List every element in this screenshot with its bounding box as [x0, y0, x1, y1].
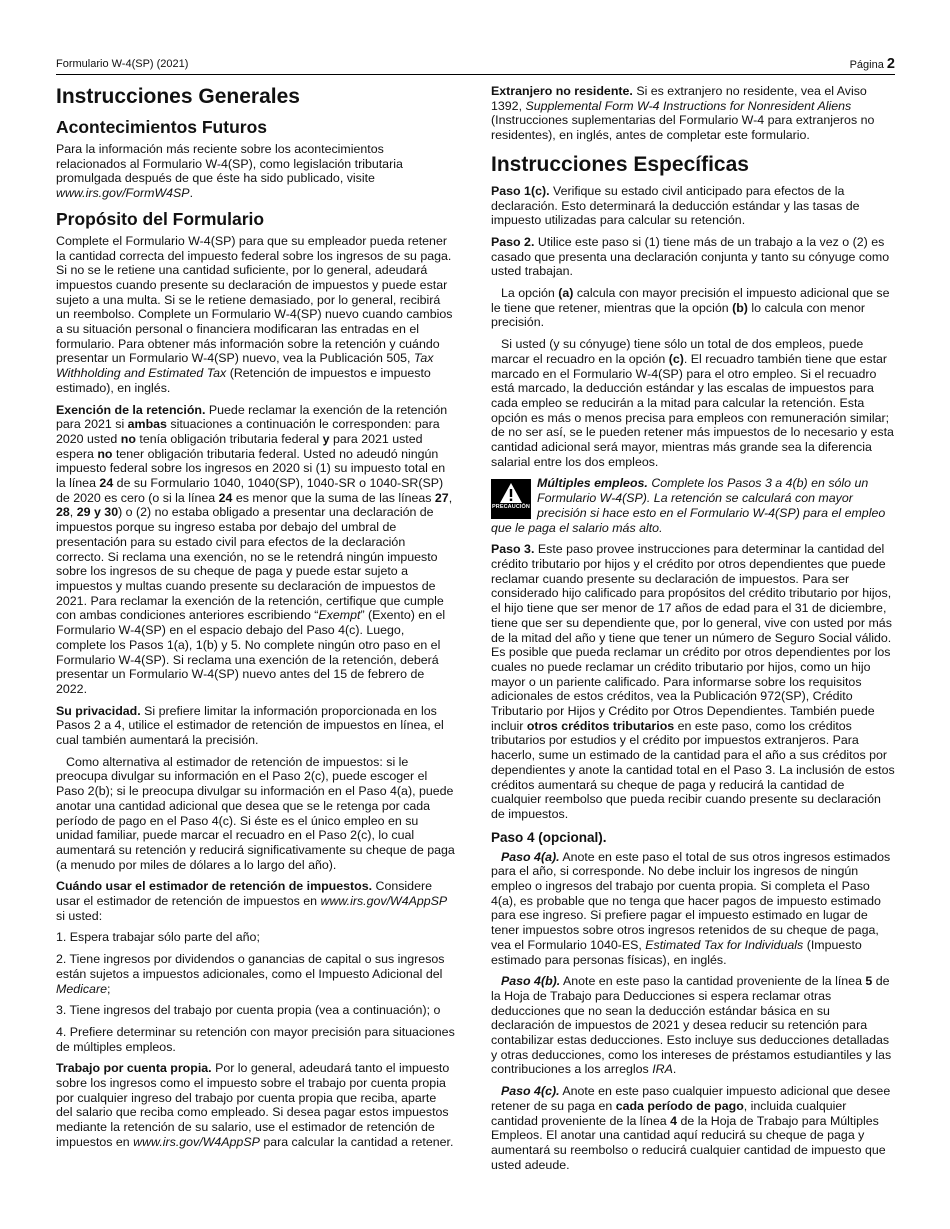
- step-3-paragraph: [491, 542, 895, 821]
- text: , incluida cualquier cantidad proveniente de la línea: [491, 1098, 847, 1128]
- line-ref: 4: [670, 1113, 678, 1128]
- text: Verifique su estado civil anticipado para efectos de la declaración. Esto determinará la deducción estándar y las tasas de impuesto utilizadas para calcular su retención.: [491, 183, 860, 228]
- text: La opción: [501, 286, 555, 301]
- text: es menor que la suma de las líneas: [235, 490, 432, 505]
- list-item: 3. Tiene ingresos del trabajo por cuenta propia (vea a continuación); o: [56, 1003, 441, 1018]
- emph: no: [120, 431, 136, 446]
- two-jobs-paragraph: [491, 337, 895, 469]
- text: si usted:: [56, 908, 103, 923]
- right-column: [491, 84, 895, 1179]
- caution-icon: [491, 479, 531, 519]
- page-number: 2: [886, 56, 895, 72]
- form-id: Formulario W-4(SP) (2021): [56, 58, 189, 70]
- caution-title: Múltiples empleos.: [537, 476, 648, 491]
- text: ;: [106, 981, 111, 996]
- list-item: [56, 952, 456, 996]
- step-title: Paso 4(c).: [501, 1084, 560, 1099]
- option-ref: (c): [668, 351, 684, 366]
- text: lo calcula con menor precisión.: [491, 300, 866, 330]
- step-4-heading: Paso 4 (opcional).: [491, 829, 607, 845]
- line-ref: 27: [434, 490, 449, 505]
- text: Para la información más reciente sobre los acontecimientos relacionados al Formulario W-4(SP), como legislación tributaria promulgada después de que éste ha sido publicado, visite: [56, 142, 403, 186]
- text: (Retención de impuestos e impuesto estimado), en inglés.: [56, 366, 431, 395]
- step-title: Paso 1(c).: [491, 183, 550, 198]
- text: .: [672, 1062, 677, 1077]
- option-ref: (a): [558, 286, 574, 301]
- text: tener obligación tributaria federal. Usted no adeudó ningún impuesto federal sobre los ingresos en 2020 si (1) su impuesto total en la línea: [56, 446, 446, 491]
- text: Si es extranjero no residente, vea el Aviso 1392,: [491, 84, 867, 113]
- when-estimator-paragraph: [56, 879, 456, 923]
- caution-label: PRECAUCIÓN: [492, 504, 530, 511]
- list-item: 4. Prefiere determinar su retención con mayor precisión para situaciones de múltiples empleos.: [56, 1024, 455, 1054]
- step-title: Paso 3.: [491, 542, 535, 557]
- step-title: Paso 2.: [491, 234, 535, 249]
- text: para calcular la cantidad a retener.: [263, 1134, 454, 1149]
- future-url: www.irs.gov/FormW4SP: [56, 186, 190, 201]
- self-employment-title: Trabajo por cuenta propia.: [56, 1061, 212, 1076]
- purpose-paragraph: [56, 234, 456, 396]
- emph: ambas: [127, 417, 167, 432]
- exemption-paragraph: Exención de la retención. Puede reclamar la exención de la retención para 2021 si ambas situaciones a continuación le corresponden: para 2020 usted no tenía obligación tributaria federal y para 2021 usted espera no tener obligación tributaria federal. Usted no adeudó ningún impuesto federal sobre los ingresos en 2020 si (1) su impuesto total en la línea 24 de su Formulario 1040, 1040(SP), 1040-SR o 1040-SR(SP) de 2020 es cero (o si la línea 24 es menor que la suma de las líneas 27, 28, 29 y 30) o (2) no estaba obligado a presentar una declaración de impuestos porque su ingreso estaba por debajo del umbral de presentación para su estado civil para efectos de la declaración correcto. Si reclama una exención, no se le retendrá ningún impuesto sobre los ingresos de su cheque de paga y puede estar sujeto a impuestos y multas cuando presente su declaración de impuestos de 2021. Para reclamar la exención de la retención, certifique que cumple con ambas condiciones anteriores escribiendo “Exempt” (Exento) en el Formulario W-4(SP) en el espacio debajo del Paso 4(c). Luego, complete los Pasos 1(a), 1(b) y 5. No complete ningún otro paso en el Formulario W-4(SP). Si reclama una exención de la retención, deberá presentar un Formulario W-4(SP) nuevo antes del 15 de febrero de 2022.: [56, 402, 453, 696]
- self-employment-paragraph: [56, 1061, 456, 1149]
- line-ref: 29: [76, 505, 91, 520]
- step-1c-paragraph: [491, 184, 895, 228]
- text: Complete el Formulario W-4(SP) para que su empleador pueda retener la cantidad correcta del impuesto federal sobre los ingresos de su paga. Si no se le retiene una cantidad suficiente, por lo general, adeudará impuestos cuando presente su declaración de impuestos y puede estar sujeto a una multa. Si se le retiene demasiado, por lo general, recibirá un reembolso. Complete un Formulario W-4(SP) nuevo cuando cambios a su situación personal o financiera modificaran las entradas en el formulario. Para obtener más información sobre la retención y cuándo presentar un Formulario W-4(SP) nuevo, vea la Publicación 505,: [56, 233, 453, 366]
- step-title: Paso 4(a).: [501, 849, 560, 864]
- line-ref: 28: [56, 505, 70, 520]
- option-paragraph: [491, 286, 895, 330]
- text: Anote en este paso cualquier impuesto adicional que desee retener de su paga en: [491, 1084, 891, 1113]
- exempt-word: Exempt: [318, 608, 361, 623]
- text: (Impuesto estimado para personas físicas), en inglés.: [491, 937, 862, 967]
- step-4b-paragraph: [491, 974, 895, 1077]
- option-ref: (b): [732, 300, 748, 315]
- emph: otros créditos tributarios: [526, 718, 675, 733]
- text: Complete los Pasos 3 a 4(b) en sólo un Formulario W-4(SP). La retención se calculará con mayor precisión si hace esto en el Formulario W-4(SP) para el empleo que le paga el salario más alto.: [491, 476, 886, 535]
- text: Si prefiere limitar la información proporcionada en los Pasos 2 a 4, utilice el estimador de retención de impuestos en línea, el cual también aumentará la precisión.: [56, 703, 444, 748]
- notice-1392-title: Supplemental Form W-4 Instructions for Nonresident Aliens: [525, 98, 852, 113]
- text: 2. Tiene ingresos por dividendos o ganancias de capital o sus ingresos están sujetos a impuestos adicionales, como el Impuesto Adicional del: [56, 952, 445, 981]
- estimator-url: www.irs.gov/W4AppSP: [320, 894, 448, 909]
- text: . El recuadro también tiene que estar marcado en el Formulario W-4(SP) para el otro empleo. Si el recuadro está marcado, la deducción estándar y las escalas de impuestos para cada empleo se reducirán a la mitad para calcular la retención. Esta opción es más o menos precisa para empleos con remuneración similar; de no ser así, se le pueden retener más impuestos de lo necesario y esta cantidad adicional será mayor, mientras más grande sea la diferencia salarial entre los dos empleos.: [491, 351, 894, 469]
- medicare-word: Medicare: [56, 981, 107, 996]
- text: de la Hoja de Trabajo para Deducciones si espera reclamar otras deducciones que no sean la deducción estándar básica en su declaración de impuestos de 2021 y desea reducir su retención para contabilizar estas deducciones. Esto incluye sus deducciones detalladas y otras deducciones, como los intereses de préstamos estudiantiles y las contribuciones a los arreglos: [491, 974, 892, 1077]
- form-1040es-title: Estimated Tax for Individuals: [645, 937, 804, 952]
- text: ” (Exento) en el Formulario W-4(SP) en el espacio debajo del Paso 4(c). Luego, complete los Pasos 1(a), 1(b) y 5. No complete ningún otro paso en el Formulario W-4(SP). Si reclama una exención de la retención, deberá presentar un Formulario W-4(SP) nuevo antes del 15 de febrero de 2022.: [56, 608, 446, 696]
- emph: no: [97, 446, 113, 461]
- warning-triangle-icon: [499, 482, 523, 504]
- text: ) o (2) no estaba obligado a presentar una declaración de impuestos porque su ingreso estaba por debajo del umbral de presentación para su estado civil para efectos de la declaración correcto. Si reclama una exención, no se le retendrá ningún impuesto sobre los ingresos de su cheque de paga y puede estar sujeto a impuestos y multas cuando presente su declaración de impuestos de 2021. Para reclamar la exención de la retención, certifique que cumple con ambas condiciones anteriores escribiendo “: [56, 505, 444, 623]
- text: de la Hoja de Trabajo para Múltiples Empleos. El anotar una cantidad aquí reducirá su cheque de paga y aumentará su reembolso o reducirá cualquier cantidad de impuesto que usted adeude.: [491, 1113, 886, 1172]
- specific-instructions-heading: Instrucciones Específicas: [491, 152, 749, 176]
- step-title: Paso 4(b).: [501, 974, 561, 989]
- alternative-paragraph: Como alternativa al estimador de retención de impuestos: si le preocupa divulgar su información en el Paso 2(c), puede escoger el Paso 2(b); si le preocupa divulgar su información en el Paso 4(a), puede anotar una cantidad adicional que desea que se le retenga por cada período de pago en el Paso 4(c). Si éste es el único empleo en su unidad familiar, puede marcar el recuadro en el Paso 2(c), lo cual aumentará su retención y reducirá significativamente su cheque de paga (a menudo por miles de dólares a lo largo del año).: [56, 754, 455, 872]
- page-label: [850, 56, 895, 72]
- text: para 2021 usted espera: [56, 431, 423, 461]
- text: situaciones a continuación le corresponden: para 2020 usted: [56, 417, 440, 446]
- future-developments-heading: Acontecimientos Futuros: [56, 117, 267, 137]
- text: Si usted (y su cónyuge) tiene sólo un total de dos empleos, puede marcar el recuadro en la opción: [491, 337, 864, 366]
- page-word: Página: [849, 59, 884, 71]
- caution-note: [491, 476, 895, 535]
- caution-text: [491, 476, 885, 534]
- estimator-url: www.irs.gov/W4AppSP: [133, 1134, 260, 1149]
- future-developments-paragraph: Para la información más reciente sobre los acontecimientos relacionados al Formulario W-4(SP), como legislación tributaria promulgada después de que éste ha sido publicado, visite www.irs.gov/FormW4SP.: [56, 142, 403, 201]
- nonresident-title: Extranjero no residente.: [491, 84, 633, 98]
- text: tenía obligación tributaria federal: [139, 431, 320, 446]
- text: de su Formulario 1040, 1040(SP), 1040-SR o 1040-SR(SP) de 2020 es cero (o si la línea: [56, 476, 444, 505]
- purpose-heading: Propósito del Formulario: [56, 208, 265, 229]
- line-ref: 24: [218, 490, 233, 505]
- nonresident-paragraph: [491, 84, 895, 143]
- line-ref: 5: [865, 974, 873, 989]
- text: en este paso, como los créditos tributarios por estudios y el crédito por impuestos extranjeros. Para hacerlo, sume un estimado de la cantidad para el año a sus créditos por dependientes y anote la cantidad total en el Paso 3. La inclusión de estos créditos aumentará su cheque de paga y reducirá la cantidad de cualquier reembolso que pueda recibir cuando presente su declaración de impuestos.: [491, 718, 895, 821]
- privacy-paragraph: [56, 704, 456, 748]
- text: Anote en este paso el total de sus otros ingresos estimados para el año, si corresponde. No debe incluir los ingresos de ningún empleo o ingresos del trabajo por cuenta propia. Si completa el Paso 4(a), es probable que no tenga que hacer pagos de impuesto estimado para ese ingreso. Si prefiere pagar el impuesto estimado en lugar de tener impuestos sobre otros ingresos retenidos de su cheque de paga, vea el Formulario 1040-ES,: [491, 849, 891, 952]
- step-2-paragraph: [491, 235, 895, 279]
- emph: y: [322, 431, 330, 446]
- text: Utilice este paso si (1) tiene más de un trabajo a la vez o (2) es casado que presenta una declaración conjunta y tanto su cónyuge como usted trabajan.: [491, 234, 890, 279]
- text: Por lo general, adeudará tanto el impuesto sobre los ingresos como el impuesto sobre el trabajo por cuenta propia por cualquier ingreso del trabajo por cuenta propia que reciba, aparte del salario que reciba como empleado. Si desea pagar estos impuestos mediante la retención de su salario, use el estimador de retención de impuestos en: [56, 1061, 450, 1149]
- text: Puede reclamar la exención de la retención para 2021 si: [56, 402, 448, 432]
- step-4a-paragraph: [491, 850, 895, 968]
- text: (Instrucciones suplementarias del Formulario W-4 para extranjeros no residentes), en inglés, antes de completar este formulario.: [491, 113, 875, 143]
- privacy-title: Su privacidad.: [56, 703, 141, 718]
- emph: y: [93, 505, 101, 520]
- text: Este paso provee instrucciones para determinar la cantidad del crédito tributario por hijos y el crédito por otros dependientes que puede reclamar cuando presente su declaración de impuestos. Para ser considerado hijo calificado para propósitos del crédito tributario por hijos, el hijo tiene que ser menor de 17 años de edad para el 31 de diciembre, tiene que ser su dependiente que, por lo general, vive con usted por más de la mitad del año y tiene que tener un número de Seguro Social válido. Es posible que pueda reclamar un crédito por otros dependientes por los cuales no puede reclamar un crédito tributario por hijos, como un hijo mayor o un pariente calificado. Para informarse sobre los requisitos adicionales de estos créditos, vea la Publicación 972(SP), Crédito Tributario por Hijos y Crédito por Otros Dependientes. También puede incluir: [491, 542, 892, 733]
- emph: cada período de pago: [615, 1098, 744, 1113]
- pub-505-title: Tax Withholding and Estimated Tax: [56, 351, 434, 381]
- text: calcula con mayor precisión el impuesto adicional que se le tiene que retener, mientras que la opción: [491, 286, 890, 315]
- ira-word: IRA: [652, 1062, 673, 1077]
- step-4c-paragraph: [491, 1084, 895, 1172]
- text: Considere usar el estimador de retención de impuestos en: [56, 879, 432, 909]
- exemption-title: Exención de la retención.: [56, 402, 206, 417]
- list-item: 1. Espera trabajar sólo parte del año;: [56, 930, 260, 945]
- line-ref: 30: [104, 505, 119, 520]
- when-title: Cuándo usar el estimador de retención de impuestos.: [56, 879, 373, 894]
- left-column: [56, 84, 456, 1157]
- page-header: [56, 55, 895, 75]
- text: Anote en este paso la cantidad proveniente de la línea: [562, 974, 862, 989]
- line-ref: 24: [99, 476, 114, 491]
- general-instructions-heading: Instrucciones Generales: [56, 85, 300, 108]
